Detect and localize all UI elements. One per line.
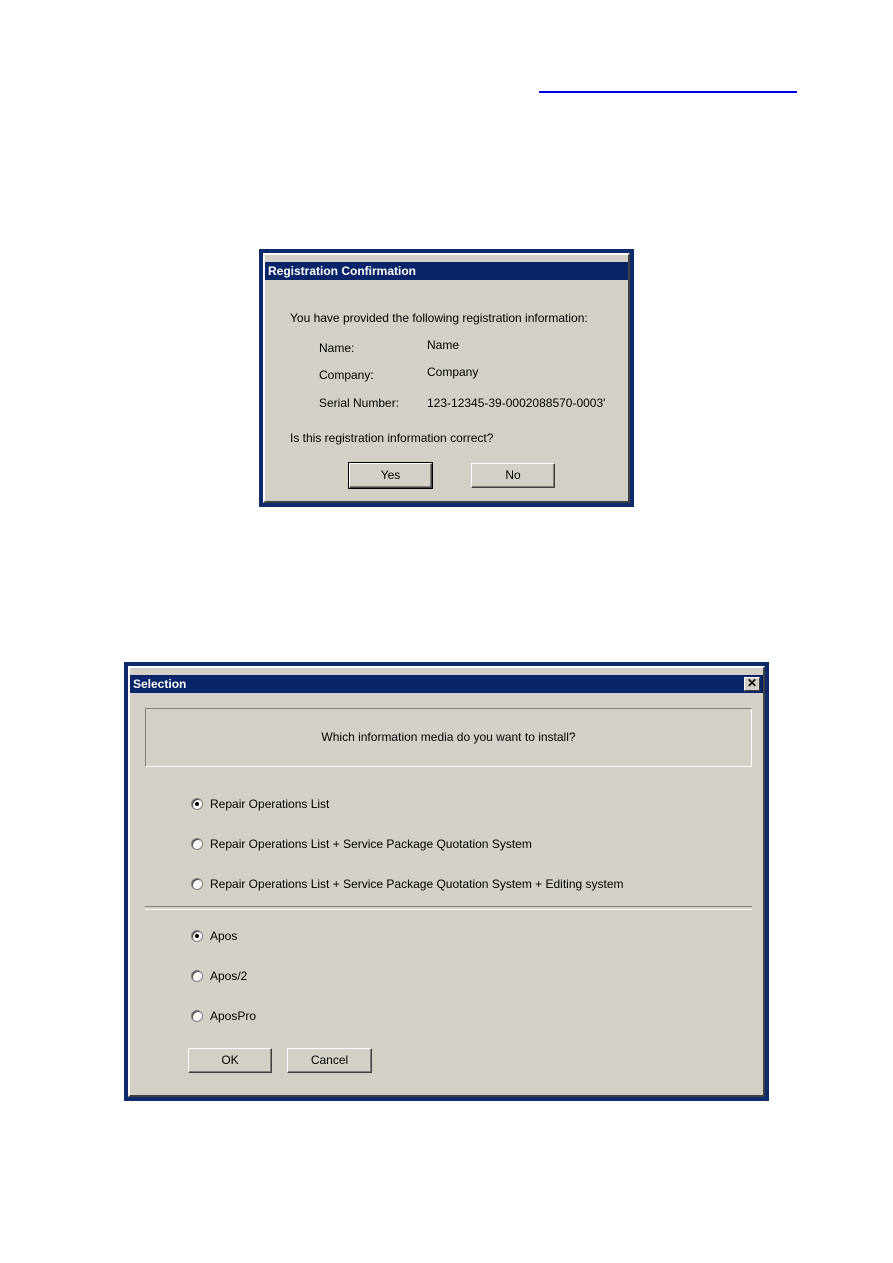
- radio-icon: [191, 930, 203, 942]
- company-value: Company: [427, 365, 479, 379]
- radio-system-apospro[interactable]: [191, 1008, 256, 1024]
- radio-label: Apos/2: [210, 969, 248, 983]
- no-button[interactable]: No: [471, 463, 555, 488]
- serial-number-value: 123-12345-39-0002088570-0003': [427, 396, 606, 410]
- hyperlink-underline[interactable]: [539, 79, 797, 93]
- section-divider: [145, 906, 752, 910]
- yes-button[interactable]: Yes: [349, 463, 432, 488]
- dialog-title: Registration Confirmation: [265, 262, 628, 280]
- radio-label: Repair Operations List: [210, 797, 330, 811]
- radio-icon: [191, 1010, 203, 1022]
- selection-dialog: [124, 662, 769, 1101]
- intro-text: You have provided the following registration information:: [290, 311, 588, 325]
- radio-icon: [191, 798, 203, 810]
- radio-system-apos2[interactable]: [191, 968, 247, 984]
- registration-confirmation-dialog: [259, 249, 634, 507]
- radio-media-repair-operations[interactable]: [191, 796, 329, 812]
- radio-label: Apos: [210, 929, 238, 943]
- radio-media-repair-operations-quotation-editing[interactable]: [191, 876, 624, 892]
- name-label: Name:: [319, 341, 355, 355]
- dialog-title: [130, 675, 763, 693]
- dialog-title-text: Selection: [133, 677, 187, 691]
- ok-button[interactable]: OK: [188, 1048, 272, 1073]
- name-value: Name: [427, 338, 460, 352]
- radio-system-apos[interactable]: [191, 928, 237, 944]
- radio-label: Repair Operations List + Service Package Quotation System + Editing system: [210, 877, 624, 891]
- radio-label: AposPro: [210, 1009, 257, 1023]
- radio-icon: [191, 970, 203, 982]
- question-panel: [145, 708, 752, 767]
- close-icon[interactable]: ✕: [744, 677, 760, 691]
- radio-media-repair-operations-quotation[interactable]: [191, 836, 532, 852]
- selection-question: Which information media do you want to install?: [321, 730, 576, 744]
- cancel-button[interactable]: Cancel: [287, 1048, 372, 1073]
- radio-label: Repair Operations List + Service Package Quotation System: [210, 837, 532, 851]
- radio-icon: [191, 838, 203, 850]
- company-label: Company:: [319, 368, 374, 382]
- serial-number-label: Serial Number:: [319, 396, 400, 410]
- radio-icon: [191, 878, 203, 890]
- confirmation-question: Is this registration information correct?: [290, 431, 494, 445]
